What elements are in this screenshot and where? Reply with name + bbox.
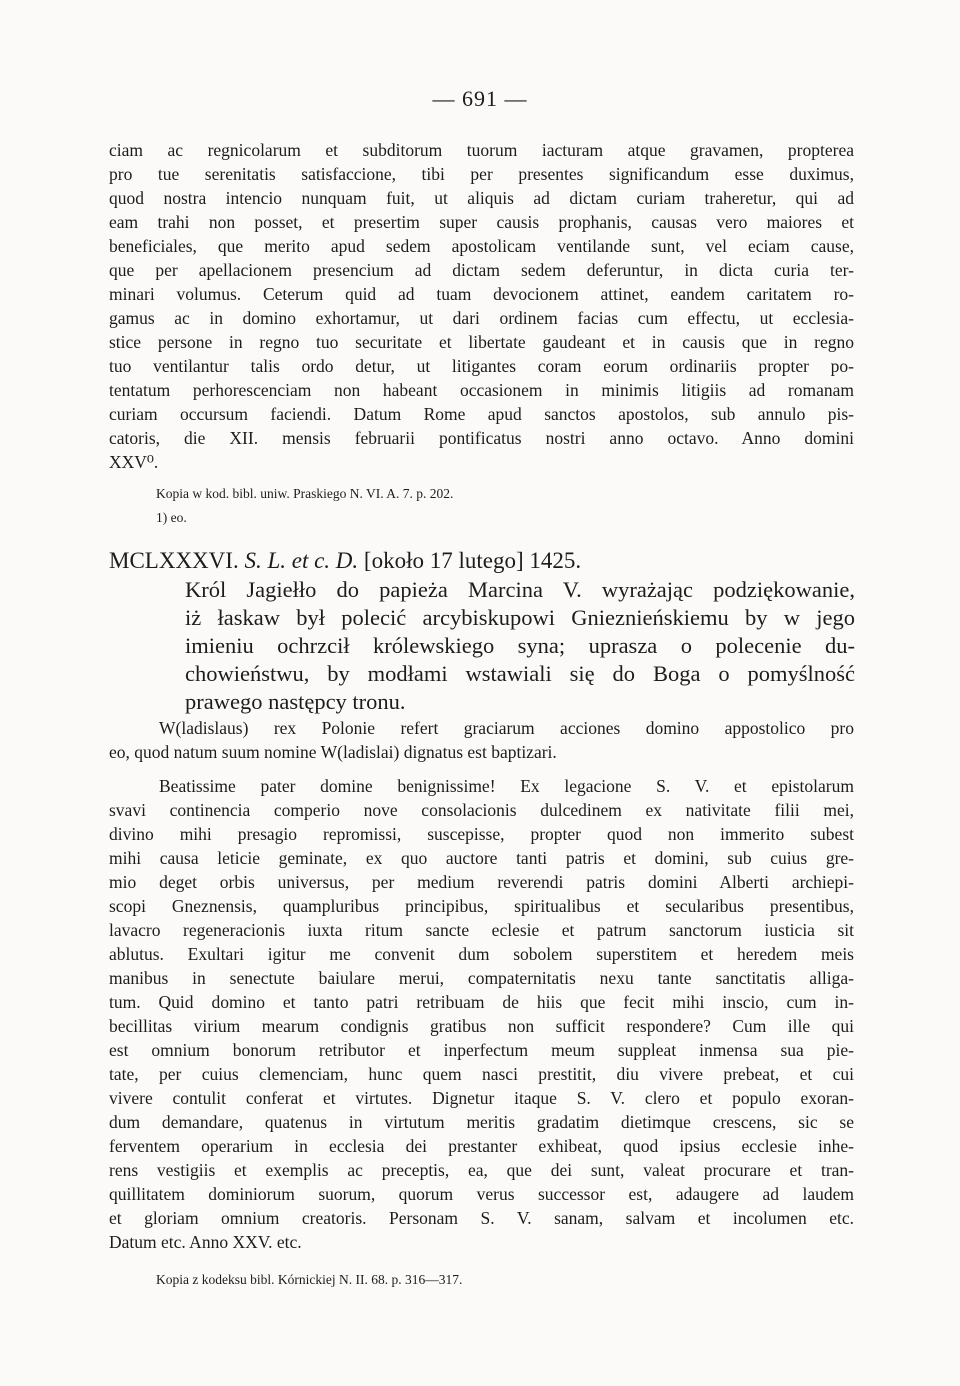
letter-line: tum. Quid domino et tanto patri retribuam de hiis que fecit mihi inscio, cum in- [109,992,854,1012]
letter-line: ferventem operarium in ecclesia dei prestanter exhibeat, quod ipsius ecclesie inhe- [109,1136,854,1156]
text-line: beneficiales, que merito apud sedem apostolicam ventilande sunt, vel eciam cause, [109,236,854,256]
footnote-text: eo. [170,510,187,525]
source-note: Kopia w kod. bibl. uniw. Praskiego N. VI. A. 7. p. 202. [156,486,454,501]
letter-line: manibus in senectute baiulare merui, compaternitatis nexu tante sanctitatis alliga- [109,968,854,988]
summary-line: chowieństwu, by modłami wstawiali się do Boga o pomyślność [185,661,855,686]
text-line: stice persone in regno tuo securitate et libertate gaudeant et in causis que in regno [109,332,854,352]
letter-line: Beatissime pater domine benignissime! Ex legacione S. V. et epistolarum [159,776,854,796]
document-sigla: S. L. et c. D. [244,548,359,573]
letter-line: quillitatem dominiorum suorum, quorum verus successor est, adaugere ad laudem [109,1184,854,1204]
text-line: tentatum perhorescenciam non habeant occasionem in minimis litigiis ad romanam [109,380,854,400]
document-summary [185,576,855,716]
summary-line: Król Jagiełło do papieża Marcina V. wyrażając podziękowanie, [185,577,855,602]
text-line: quod nostra intencio nunquam fuit, ut aliquis ad dictam curiam traheretur, qui ad [109,188,854,208]
letter-line: tate, per cuius clemenciam, hunc quem nasci prestitit, diu vivere prebeat, et cui [109,1064,854,1084]
summary-line: imieniu ochrzcił królewskiego syna; uprasza o polecenie du- [185,633,855,658]
text-line: pro tue serenitatis satisfaccione, tibi per presentes significandum esse duximus, [109,164,854,184]
text-line: curiam occursum faciendi. Datum Rome apud sanctos apostolos, sub annulo pis- [109,404,854,424]
letter-line: rens vestigiis et exemplis ac preceptis, ea, que dei sunt, valeat procurare et tran- [109,1160,854,1180]
text-line: ciam ac regnicolarum et subditorum tuorum iacturam atque gravamen, propterea [109,140,854,160]
letter-line: et gloriam omnium creatoris. Personam S. V. sanam, salvam et incolumen etc. [109,1208,854,1228]
letter-line: mio deget orbis universus, per medium reverendi patris domini Alberti archiepi- [109,872,854,892]
letter-line: divino mihi presagio repromissi, suscepisse, propter quod non immerito subest [109,824,854,844]
footnote [156,510,187,526]
letter-line: scopi Gneznensis, quampluribus principibus, spiritualibus et secularibus presentibus, [109,896,854,916]
text-line: minari volumus. Ceterum quid ad tuam devocionem attinet, eandem caritatem ro- [109,284,854,304]
text-line: catoris, die XII. mensis februarii pontificatus nostri anno octavo. Anno domini [109,428,854,448]
document-heading [109,548,581,574]
letter-line: svavi continencia comperio nove consolacionis dulcedinem ex nativitate filii mei, [109,800,854,820]
letter-line: dum demandare, quatenus in virtutum meritis gradatim dietimque crescens, sic se [109,1112,854,1132]
page-number: — 691 — [432,86,528,111]
letter-text [109,774,854,1254]
text-line: que per apellacionem presencium ad dictam sedem deferuntur, in dicta curia ter- [109,260,854,280]
text-line: eam trahi non posset, et presertim super causis prophanis, causas vero maiores et [109,212,854,232]
regest [109,716,854,764]
letter-line: becillitas virium mearum condignis gratibus non sufficit respondere? Cum ille qui [109,1016,854,1036]
summary-line: prawego następcy tronu. [185,689,406,714]
letter-line: mihi causa leticie geminate, ex quo auctore tanti patris et domini, sub cuius gre- [109,848,854,868]
letter-line: vivere contulit conferat et virtutes. Dignetur itaque S. V. clero et populo exoran- [109,1088,854,1108]
letter-line: ablutus. Exultari igitur me convenit dum sobolem superstitem et heredem meis [109,944,854,964]
footnote-mark: 1) [156,510,168,525]
letter-line: est omnium bonorum retributor et inperfectum meum suppleat inmensa sua pie- [109,1040,854,1060]
text-line: tuo ventilantur talis ordo detur, ut litigantes coram eorum ordinariis propter po- [109,356,854,376]
source-note: Kopia z kodeksu bibl. Kórnickiej N. II. 68. p. 316—317. [156,1272,463,1287]
text-line: gamus ac in domino exhortamur, ut dari ordinem facias cum effectu, ut ecclesia- [109,308,854,328]
regest-line: W(ladislaus) rex Polonie refert graciarum acciones domino appostolico pro [159,718,854,738]
letter-line: Datum etc. Anno XXV. etc. [109,1232,302,1252]
regest-line: eo, quod natum suum nomine W(ladislai) dignatus est baptizari. [109,742,557,762]
document-number: MCLXXXVI. [109,548,239,573]
document-date: [około 17 lutego] 1425. [363,548,582,573]
previous-document-text [109,138,854,474]
text-line: XXV⁰. [109,452,159,472]
letter-line: lavacro regeneracionis iuxta ritum sancte eclesie et patrum sanctorum iusticia sit [109,920,854,940]
summary-line: iż łaskaw był polecić arcybiskupowi Gnieznieńskiemu by w jego [185,605,855,630]
